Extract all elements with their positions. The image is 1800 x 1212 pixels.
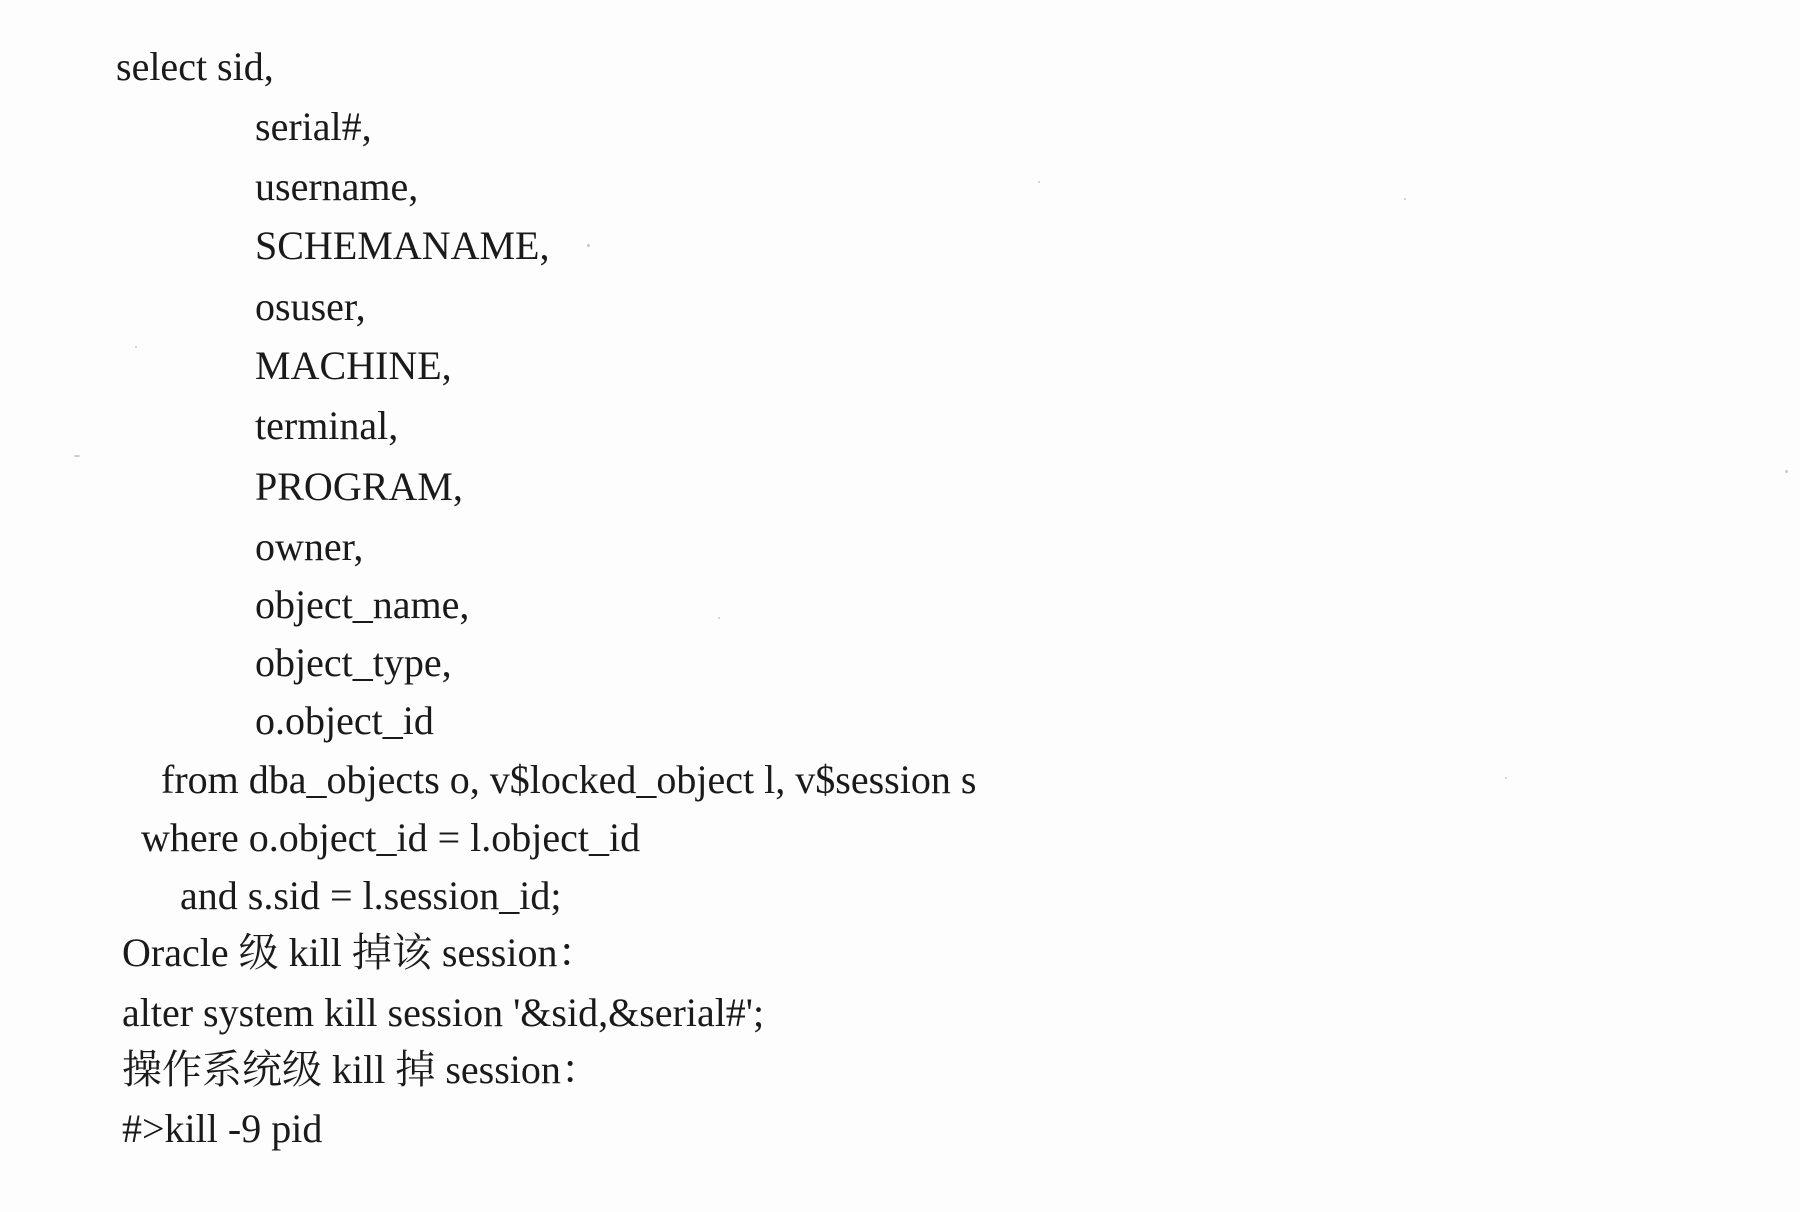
scan-speck [587,244,590,247]
alter-system-kill-command: alter system kill session '&sid,&serial#'; [122,990,765,1035]
sql-column-osuser: osuser, [255,284,366,329]
sql-column-program: PROGRAM, [255,464,463,509]
oracle-kill-heading: Oracle 级 kill 掉该 session： [122,930,598,975]
sql-column-machine: MACHINE, [255,343,452,388]
sql-and-clause: and s.sid = l.session_id; [180,873,562,918]
sql-select-line: select sid, [116,44,274,89]
sql-column-serial: serial#, [255,104,372,149]
sql-column-object-type: object_type, [255,640,452,685]
sql-column-object-name: object_name, [255,582,470,627]
os-kill-command: #>kill -9 pid [122,1106,323,1151]
sql-from-clause: from dba_objects o, v$locked_object l, v$session s [161,757,977,802]
scan-speck [74,455,80,457]
sql-where-clause: where o.object_id = l.object_id [141,815,641,860]
os-kill-heading: 操作系统级 kill 掉 session： [122,1047,601,1092]
scan-speck [1038,181,1040,183]
sql-column-username: username, [255,164,419,209]
sql-column-terminal: terminal, [255,403,399,448]
scan-speck [1404,198,1406,200]
sql-column-schemaname: SCHEMANAME, [255,223,550,268]
scan-speck [1505,777,1507,779]
scan-speck [1785,470,1788,473]
sql-column-object-id: o.object_id [255,698,434,743]
sql-column-owner: owner, [255,524,364,569]
scan-speck [135,346,137,348]
scan-speck [718,617,720,619]
